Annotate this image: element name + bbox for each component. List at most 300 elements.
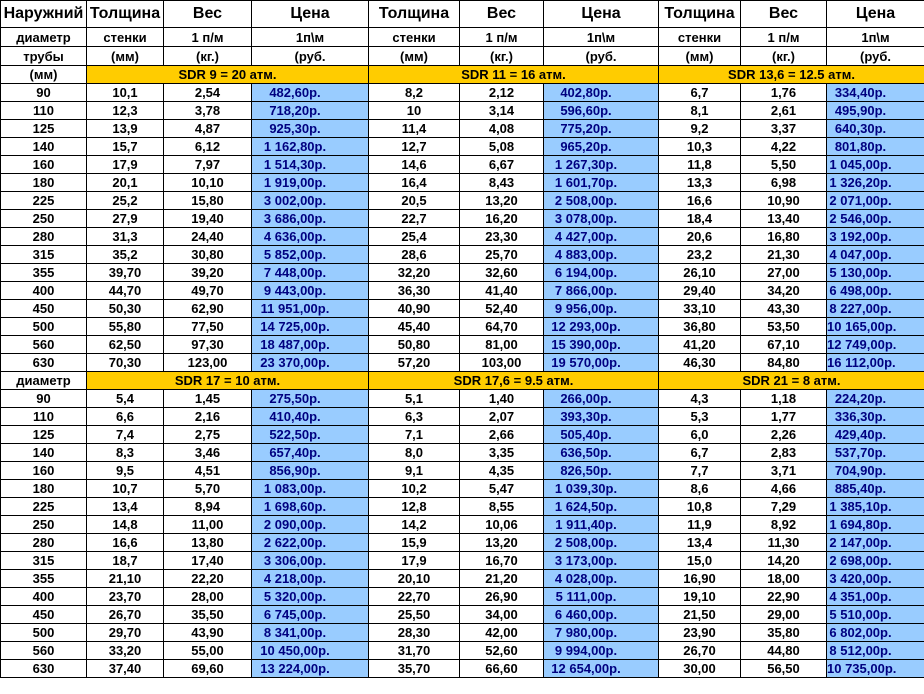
price-cell: 402,80р. — [544, 84, 659, 102]
value-cell: 5,3 — [659, 408, 741, 426]
value-cell: 9,2 — [659, 120, 741, 138]
value-cell: 4,3 — [659, 390, 741, 408]
table-row — [1, 84, 924, 102]
value-cell: 8,43 — [460, 174, 544, 192]
value-cell: 34,20 — [741, 282, 827, 300]
price-cell: 1 267,30р. — [544, 156, 659, 174]
value-cell: 70,30 — [87, 354, 164, 372]
header-cell: Наружний — [1, 1, 87, 28]
value-cell: 4,51 — [164, 462, 252, 480]
value-cell: 34,00 — [460, 606, 544, 624]
value-cell: 3,46 — [164, 444, 252, 462]
value-cell: 1,77 — [741, 408, 827, 426]
price-cell: 429,40р. — [827, 426, 924, 444]
value-cell: 8,1 — [659, 102, 741, 120]
diameter-cell: 90 — [1, 390, 87, 408]
price-cell: 1 601,70р. — [544, 174, 659, 192]
value-cell: 56,50 — [741, 660, 827, 678]
price-cell: 7 980,00р. — [544, 624, 659, 642]
value-cell: 15,80 — [164, 192, 252, 210]
price-cell: 2 090,00р. — [252, 516, 369, 534]
price-cell: 336,30р. — [827, 408, 924, 426]
price-cell: 266,00р. — [544, 390, 659, 408]
value-cell: 2,61 — [741, 102, 827, 120]
price-cell: 10 165,00р. — [827, 318, 924, 336]
value-cell: 16,80 — [741, 228, 827, 246]
value-cell: 21,20 — [460, 570, 544, 588]
value-cell: 33,10 — [659, 300, 741, 318]
value-cell: 32,60 — [460, 264, 544, 282]
price-cell: 6 498,00р. — [827, 282, 924, 300]
diameter-cell: 355 — [1, 264, 87, 282]
value-cell: 4,87 — [164, 120, 252, 138]
value-cell: 27,00 — [741, 264, 827, 282]
header-cell: (мм) — [659, 47, 741, 66]
value-cell: 42,00 — [460, 624, 544, 642]
value-cell: 103,00 — [460, 354, 544, 372]
price-cell: 2 147,00р. — [827, 534, 924, 552]
value-cell: 12,3 — [87, 102, 164, 120]
value-cell: 3,35 — [460, 444, 544, 462]
table-row — [1, 444, 924, 462]
table-row — [1, 156, 924, 174]
header-cell: диаметр — [1, 28, 87, 47]
diameter-cell: 180 — [1, 174, 87, 192]
value-cell: 41,20 — [659, 336, 741, 354]
value-cell: 19,40 — [164, 210, 252, 228]
value-cell: 64,70 — [460, 318, 544, 336]
value-cell: 16,6 — [87, 534, 164, 552]
diameter-cell: 225 — [1, 192, 87, 210]
table-row — [1, 516, 924, 534]
value-cell: 20,10 — [369, 570, 460, 588]
value-cell: 13,4 — [659, 534, 741, 552]
header-cell: (кг.) — [164, 47, 252, 66]
value-cell: 35,70 — [369, 660, 460, 678]
value-cell: 50,80 — [369, 336, 460, 354]
price-cell: 9 956,00р. — [544, 300, 659, 318]
value-cell: 10,7 — [87, 480, 164, 498]
price-cell: 4 218,00р. — [252, 570, 369, 588]
header-cell: 1п\м — [544, 28, 659, 47]
header-cell: трубы — [1, 47, 87, 66]
price-cell: 5 320,00р. — [252, 588, 369, 606]
diameter-cell: 315 — [1, 552, 87, 570]
price-cell: 8 512,00р. — [827, 642, 924, 660]
value-cell: 62,90 — [164, 300, 252, 318]
price-cell: 7 448,00р. — [252, 264, 369, 282]
value-cell: 49,70 — [164, 282, 252, 300]
header-row — [1, 1, 924, 28]
value-cell: 97,30 — [164, 336, 252, 354]
price-cell: 12 749,00р. — [827, 336, 924, 354]
header-cell: (кг.) — [741, 47, 827, 66]
diameter-cell: 315 — [1, 246, 87, 264]
value-cell: 39,20 — [164, 264, 252, 282]
price-cell: 6 745,00р. — [252, 606, 369, 624]
value-cell: 10,1 — [87, 84, 164, 102]
value-cell: 40,90 — [369, 300, 460, 318]
header-cell: (мм) — [369, 47, 460, 66]
price-cell: 14 725,00р. — [252, 318, 369, 336]
table-row — [1, 462, 924, 480]
price-cell: 10 735,00р. — [827, 660, 924, 678]
header-cell: Цена — [544, 1, 659, 28]
price-cell: 1 911,40р. — [544, 516, 659, 534]
price-cell: 16 112,00р. — [827, 354, 924, 372]
value-cell: 1,18 — [741, 390, 827, 408]
diameter-cell: 450 — [1, 606, 87, 624]
section-label: (мм) — [1, 66, 87, 84]
value-cell: 27,9 — [87, 210, 164, 228]
value-cell: 3,78 — [164, 102, 252, 120]
price-cell: 9 443,00р. — [252, 282, 369, 300]
price-cell: 775,20р. — [544, 120, 659, 138]
value-cell: 21,30 — [741, 246, 827, 264]
value-cell: 36,30 — [369, 282, 460, 300]
header-cell: 1 п/м — [741, 28, 827, 47]
value-cell: 28,6 — [369, 246, 460, 264]
price-cell: 4 883,00р. — [544, 246, 659, 264]
value-cell: 14,6 — [369, 156, 460, 174]
diameter-cell: 250 — [1, 210, 87, 228]
price-cell: 704,90р. — [827, 462, 924, 480]
value-cell: 3,14 — [460, 102, 544, 120]
header-cell: Толщина — [87, 1, 164, 28]
price-cell: 5 111,00р. — [544, 588, 659, 606]
value-cell: 2,16 — [164, 408, 252, 426]
value-cell: 10,3 — [659, 138, 741, 156]
value-cell: 13,3 — [659, 174, 741, 192]
value-cell: 6,7 — [659, 444, 741, 462]
value-cell: 44,70 — [87, 282, 164, 300]
price-cell: 3 686,00р. — [252, 210, 369, 228]
diameter-cell: 630 — [1, 354, 87, 372]
table-row — [1, 426, 924, 444]
value-cell: 46,30 — [659, 354, 741, 372]
diameter-cell: 560 — [1, 336, 87, 354]
sdr-header: SDR 9 = 20 атм. — [87, 66, 369, 84]
price-cell: 482,60р. — [252, 84, 369, 102]
price-cell: 1 045,00р. — [827, 156, 924, 174]
price-cell: 6 460,00р. — [544, 606, 659, 624]
price-cell: 657,40р. — [252, 444, 369, 462]
value-cell: 7,1 — [369, 426, 460, 444]
value-cell: 2,07 — [460, 408, 544, 426]
price-cell: 1 514,30р. — [252, 156, 369, 174]
table-row — [1, 570, 924, 588]
value-cell: 8,3 — [87, 444, 164, 462]
price-cell: 640,30р. — [827, 120, 924, 138]
header-cell: стенки — [369, 28, 460, 47]
value-cell: 7,7 — [659, 462, 741, 480]
header-cell: Цена — [827, 1, 924, 28]
value-cell: 18,00 — [741, 570, 827, 588]
price-cell: 1 385,10р. — [827, 498, 924, 516]
price-cell: 2 698,00р. — [827, 552, 924, 570]
header-cell: (руб. — [252, 47, 369, 66]
header-row — [1, 28, 924, 47]
value-cell: 26,70 — [659, 642, 741, 660]
header-row — [1, 47, 924, 66]
value-cell: 2,66 — [460, 426, 544, 444]
value-cell: 20,1 — [87, 174, 164, 192]
value-cell: 8,94 — [164, 498, 252, 516]
value-cell: 11,4 — [369, 120, 460, 138]
value-cell: 2,75 — [164, 426, 252, 444]
price-cell: 1 698,60р. — [252, 498, 369, 516]
value-cell: 14,8 — [87, 516, 164, 534]
value-cell: 43,90 — [164, 624, 252, 642]
price-cell: 4 427,00р. — [544, 228, 659, 246]
price-cell: 826,50р. — [544, 462, 659, 480]
diameter-cell: 160 — [1, 462, 87, 480]
value-cell: 9,1 — [369, 462, 460, 480]
table-row — [1, 606, 924, 624]
price-cell: 885,40р. — [827, 480, 924, 498]
header-cell: Цена — [252, 1, 369, 28]
sdr-header: SDR 21 = 8 атм. — [659, 372, 924, 390]
price-cell: 7 866,00р. — [544, 282, 659, 300]
value-cell: 13,4 — [87, 498, 164, 516]
value-cell: 7,97 — [164, 156, 252, 174]
value-cell: 1,45 — [164, 390, 252, 408]
diameter-cell: 400 — [1, 588, 87, 606]
value-cell: 16,4 — [369, 174, 460, 192]
price-cell: 8 341,00р. — [252, 624, 369, 642]
diameter-cell: 90 — [1, 84, 87, 102]
value-cell: 25,70 — [460, 246, 544, 264]
sdr-band-row — [1, 66, 924, 84]
value-cell: 23,30 — [460, 228, 544, 246]
value-cell: 11,8 — [659, 156, 741, 174]
value-cell: 43,30 — [741, 300, 827, 318]
value-cell: 13,20 — [460, 192, 544, 210]
price-cell: 4 028,00р. — [544, 570, 659, 588]
value-cell: 35,2 — [87, 246, 164, 264]
table-row — [1, 588, 924, 606]
value-cell: 17,40 — [164, 552, 252, 570]
price-cell: 224,20р. — [827, 390, 924, 408]
value-cell: 3,37 — [741, 120, 827, 138]
sdr-header: SDR 17,6 = 9.5 атм. — [369, 372, 659, 390]
price-cell: 965,20р. — [544, 138, 659, 156]
value-cell: 26,10 — [659, 264, 741, 282]
value-cell: 11,00 — [164, 516, 252, 534]
value-cell: 44,80 — [741, 642, 827, 660]
value-cell: 23,90 — [659, 624, 741, 642]
diameter-cell: 280 — [1, 534, 87, 552]
value-cell: 1,40 — [460, 390, 544, 408]
value-cell: 50,30 — [87, 300, 164, 318]
header-cell: 1 п/м — [460, 28, 544, 47]
value-cell: 8,0 — [369, 444, 460, 462]
value-cell: 23,2 — [659, 246, 741, 264]
diameter-cell: 110 — [1, 408, 87, 426]
price-cell: 2 071,00р. — [827, 192, 924, 210]
price-cell: 1 083,00р. — [252, 480, 369, 498]
header-cell: Толщина — [659, 1, 741, 28]
price-cell: 4 636,00р. — [252, 228, 369, 246]
value-cell: 7,4 — [87, 426, 164, 444]
table-row — [1, 408, 924, 426]
price-cell: 23 370,00р. — [252, 354, 369, 372]
value-cell: 17,9 — [87, 156, 164, 174]
price-cell: 9 994,00р. — [544, 642, 659, 660]
diameter-cell: 140 — [1, 444, 87, 462]
value-cell: 9,5 — [87, 462, 164, 480]
value-cell: 10,8 — [659, 498, 741, 516]
header-cell: (мм) — [87, 47, 164, 66]
value-cell: 26,90 — [460, 588, 544, 606]
value-cell: 22,7 — [369, 210, 460, 228]
value-cell: 13,20 — [460, 534, 544, 552]
value-cell: 29,40 — [659, 282, 741, 300]
price-cell: 596,60р. — [544, 102, 659, 120]
value-cell: 81,00 — [460, 336, 544, 354]
price-cell: 5 852,00р. — [252, 246, 369, 264]
value-cell: 4,22 — [741, 138, 827, 156]
value-cell: 6,3 — [369, 408, 460, 426]
value-cell: 15,9 — [369, 534, 460, 552]
diameter-cell: 125 — [1, 426, 87, 444]
value-cell: 37,40 — [87, 660, 164, 678]
price-cell: 2 508,00р. — [544, 534, 659, 552]
diameter-cell: 280 — [1, 228, 87, 246]
value-cell: 7,29 — [741, 498, 827, 516]
value-cell: 16,20 — [460, 210, 544, 228]
value-cell: 29,00 — [741, 606, 827, 624]
value-cell: 25,4 — [369, 228, 460, 246]
value-cell: 10,06 — [460, 516, 544, 534]
value-cell: 28,30 — [369, 624, 460, 642]
price-cell: 1 919,00р. — [252, 174, 369, 192]
value-cell: 17,9 — [369, 552, 460, 570]
value-cell: 10,90 — [741, 192, 827, 210]
header-cell: (кг.) — [460, 47, 544, 66]
price-cell: 13 224,00р. — [252, 660, 369, 678]
diameter-cell: 160 — [1, 156, 87, 174]
section-label: диаметр — [1, 372, 87, 390]
value-cell: 21,50 — [659, 606, 741, 624]
value-cell: 55,00 — [164, 642, 252, 660]
price-cell: 15 390,00р. — [544, 336, 659, 354]
value-cell: 22,20 — [164, 570, 252, 588]
value-cell: 29,70 — [87, 624, 164, 642]
value-cell: 52,40 — [460, 300, 544, 318]
header-cell: Вес — [164, 1, 252, 28]
price-cell: 3 002,00р. — [252, 192, 369, 210]
header-cell: 1п\м — [827, 28, 924, 47]
table-row — [1, 174, 924, 192]
price-cell: 3 078,00р. — [544, 210, 659, 228]
price-cell: 8 227,00р. — [827, 300, 924, 318]
price-cell: 3 192,00р. — [827, 228, 924, 246]
value-cell: 11,30 — [741, 534, 827, 552]
value-cell: 31,70 — [369, 642, 460, 660]
value-cell: 18,4 — [659, 210, 741, 228]
price-cell: 12 654,00р. — [544, 660, 659, 678]
table-row — [1, 552, 924, 570]
value-cell: 16,90 — [659, 570, 741, 588]
value-cell: 62,50 — [87, 336, 164, 354]
value-cell: 5,47 — [460, 480, 544, 498]
value-cell: 20,6 — [659, 228, 741, 246]
price-cell: 3 306,00р. — [252, 552, 369, 570]
value-cell: 5,70 — [164, 480, 252, 498]
price-cell: 1 162,80р. — [252, 138, 369, 156]
value-cell: 25,50 — [369, 606, 460, 624]
table-row — [1, 318, 924, 336]
value-cell: 8,92 — [741, 516, 827, 534]
value-cell: 20,5 — [369, 192, 460, 210]
value-cell: 4,35 — [460, 462, 544, 480]
value-cell: 13,40 — [741, 210, 827, 228]
value-cell: 2,54 — [164, 84, 252, 102]
value-cell: 8,55 — [460, 498, 544, 516]
price-cell: 505,40р. — [544, 426, 659, 444]
sdr-header: SDR 13,6 = 12.5 атм. — [659, 66, 924, 84]
price-cell: 718,20р. — [252, 102, 369, 120]
value-cell: 11,9 — [659, 516, 741, 534]
price-cell: 1 039,30р. — [544, 480, 659, 498]
value-cell: 5,08 — [460, 138, 544, 156]
sdr-band-row — [1, 372, 924, 390]
value-cell: 10,10 — [164, 174, 252, 192]
value-cell: 19,10 — [659, 588, 741, 606]
value-cell: 39,70 — [87, 264, 164, 282]
value-cell: 36,80 — [659, 318, 741, 336]
value-cell: 84,80 — [741, 354, 827, 372]
value-cell: 30,80 — [164, 246, 252, 264]
table-row — [1, 300, 924, 318]
price-cell: 11 951,00р. — [252, 300, 369, 318]
value-cell: 4,08 — [460, 120, 544, 138]
value-cell: 21,10 — [87, 570, 164, 588]
value-cell: 22,70 — [369, 588, 460, 606]
value-cell: 35,80 — [741, 624, 827, 642]
value-cell: 6,67 — [460, 156, 544, 174]
table-row — [1, 282, 924, 300]
price-cell: 4 047,00р. — [827, 246, 924, 264]
header-cell: Вес — [741, 1, 827, 28]
value-cell: 13,80 — [164, 534, 252, 552]
sdr-header: SDR 11 = 16 атм. — [369, 66, 659, 84]
value-cell: 6,12 — [164, 138, 252, 156]
value-cell: 26,70 — [87, 606, 164, 624]
price-cell: 636,50р. — [544, 444, 659, 462]
price-cell: 410,40р. — [252, 408, 369, 426]
value-cell: 32,20 — [369, 264, 460, 282]
value-cell: 66,60 — [460, 660, 544, 678]
price-cell: 334,40р. — [827, 84, 924, 102]
value-cell: 6,0 — [659, 426, 741, 444]
price-cell: 537,70р. — [827, 444, 924, 462]
value-cell: 16,6 — [659, 192, 741, 210]
value-cell: 12,8 — [369, 498, 460, 516]
price-cell: 19 570,00р. — [544, 354, 659, 372]
diameter-cell: 140 — [1, 138, 87, 156]
value-cell: 6,6 — [87, 408, 164, 426]
diameter-cell: 630 — [1, 660, 87, 678]
price-cell: 3 173,00р. — [544, 552, 659, 570]
value-cell: 30,00 — [659, 660, 741, 678]
price-cell: 393,30р. — [544, 408, 659, 426]
value-cell: 55,80 — [87, 318, 164, 336]
table-row — [1, 642, 924, 660]
value-cell: 14,2 — [369, 516, 460, 534]
value-cell: 5,4 — [87, 390, 164, 408]
